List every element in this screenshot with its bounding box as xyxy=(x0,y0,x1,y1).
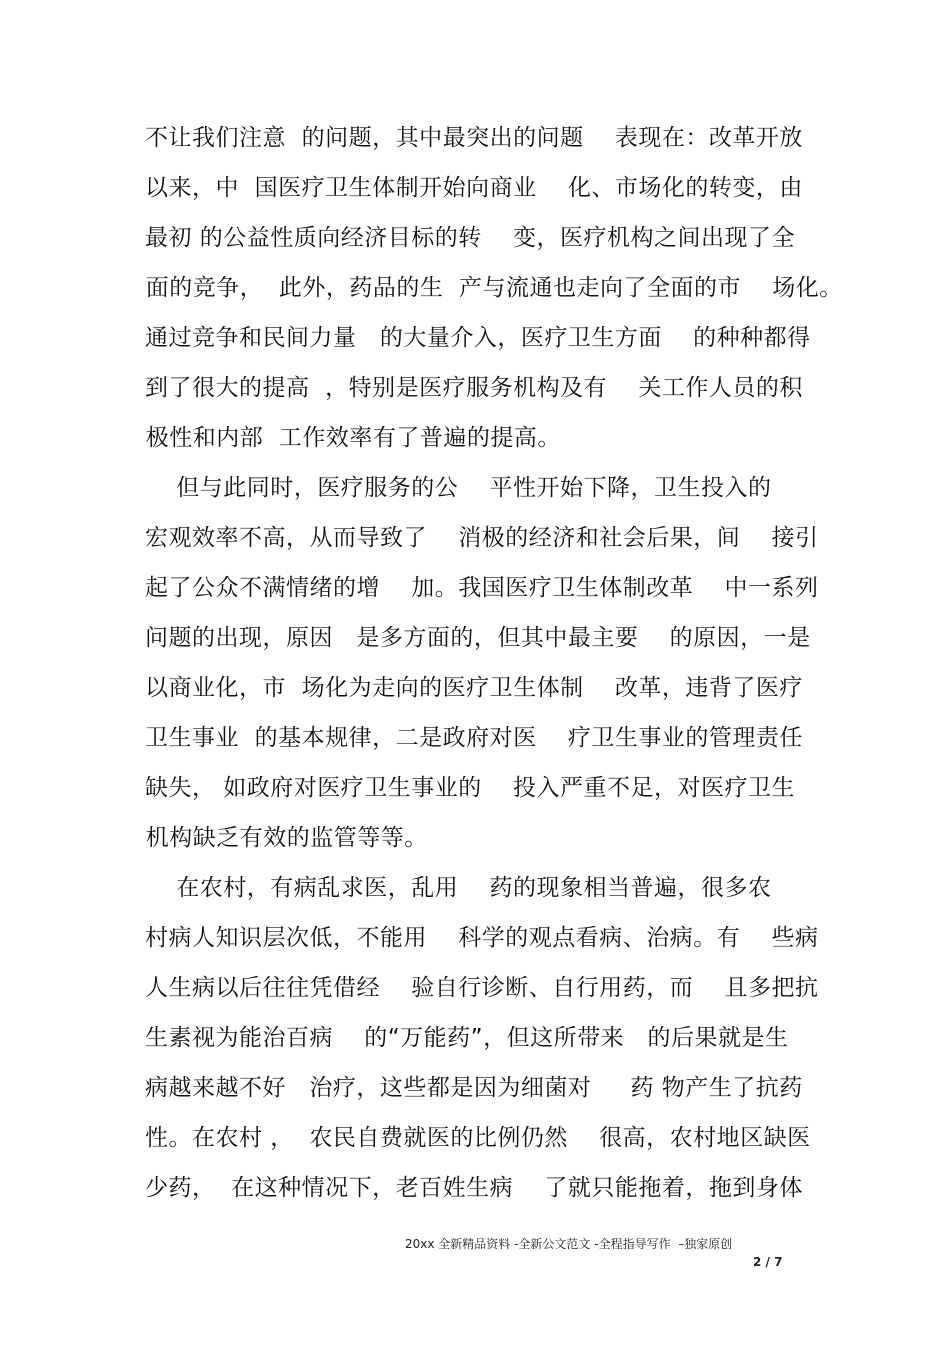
text-line: 性。在农村 ， 农民自费就医的比例仍然 很高，农村地区缺医 xyxy=(145,1125,811,1151)
text-line: 但与此同时，医疗服务的公 平性开始下降，卫生投入的 xyxy=(145,475,772,501)
page-number: 2 / 7 xyxy=(753,1255,783,1269)
text-line: 缺失， 如政府对医疗卫生事业的 投入严重不足，对医疗卫生 xyxy=(145,775,796,801)
text-line: 宏观效率不高，从而导致了 消极的经济和社会后果，间 接引 xyxy=(145,525,819,551)
text-line: 人生病以后往往凭借经 验自行诊断、自行用药，而 且多把抗 xyxy=(145,975,819,1001)
text-line: 面的竞争， 此外，药品的生 产与流通也走向了全面的市 场化。 xyxy=(138,275,843,301)
text-line: 问题的出现，原因 是多方面的，但其中最主要 的原因，一是 xyxy=(145,625,811,651)
text-line: 不让我们注意 的问题，其中最突出的问题 表现在：改革开放 xyxy=(145,125,803,151)
text-line: 以来，中 国医疗卫生体制开始向商业 化、市场化的转变，由 xyxy=(145,175,803,201)
text-line: 极性和内部 工作效率有了普遍的提高。 xyxy=(138,425,561,451)
text-line: 机构缺乏有效的监管等等。 xyxy=(138,825,428,851)
text-line: 最初 的公益性质向经济目标的转 变，医疗机构之间出现了全 xyxy=(145,225,796,251)
text-line: 村病人知识层次低，不能用 科学的观点看病、治病。有 些病 xyxy=(145,925,819,951)
text-line: 到了很大的提高 ，特别是医疗服务机构及有 关工作人员的积 xyxy=(145,375,803,401)
text-line: 起了公众不满情绪的增 加。我国医疗卫生体制改革 中一系列 xyxy=(145,575,819,601)
page-footer: 20xx 全新精品资料 -全新公文范文 -全程指导写作 –独家原创 xyxy=(405,1237,733,1251)
text-line: 病越来越不好 治疗，这些都是因为细菌对 药 物产生了抗药 xyxy=(145,1075,803,1101)
text-line: 在农村，有病乱求医，乱用 药的现象相当普遍，很多农 xyxy=(145,875,772,901)
text-line: 以商业化，市 场化为走向的医疗卫生体制 改革，违背了医疗 xyxy=(145,675,803,701)
text-line: 通过竞争和民间力量 的大量介入，医疗卫生方面 的种种都得 xyxy=(145,325,811,351)
text-line: 生素视为能治百病 的“万能药”，但这所带来 的后果就是生 xyxy=(145,1025,789,1051)
text-line: 少药， 在这种情况下，老百姓生病 了就只能拖着，拖到身体 xyxy=(145,1175,803,1201)
text-line: 卫生事业 的基本规律，二是政府对医 疗卫生事业的管理责任 xyxy=(145,725,803,751)
